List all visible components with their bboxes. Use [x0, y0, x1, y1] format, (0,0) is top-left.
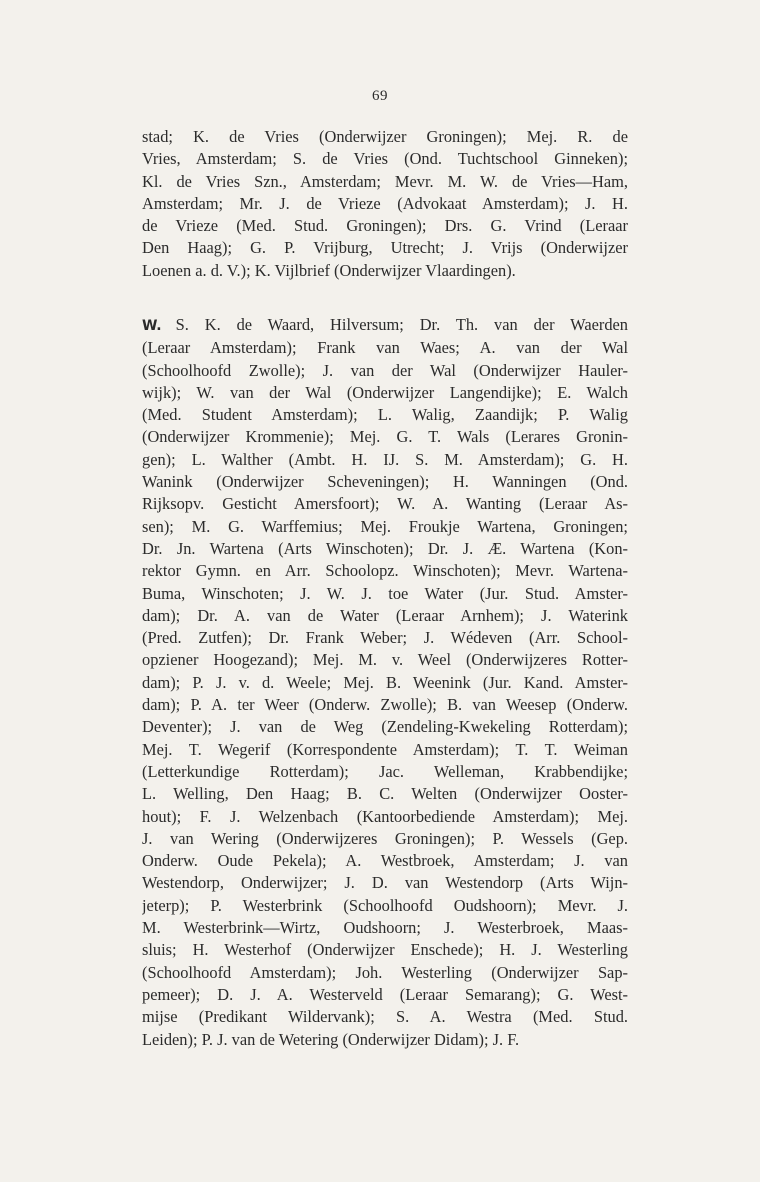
- text-line: Vries, Amsterdam; S. de Vries (Ond. Tuchtschool Ginneken);: [142, 149, 628, 169]
- text-line: M. Westerbrink—Wirtz, Oudshoorn; J. Westerbroek, Maas-: [142, 918, 628, 938]
- text-line: dam); P. A. ter Weer (Onderw. Zwolle); B. van Weesep (Onderw.: [142, 695, 628, 715]
- text-line: Loenen a. d. V.); K. Vijlbrief (Onderwijzer Vlaardingen).: [142, 260, 516, 280]
- text-line: Rijksopv. Gesticht Amersfoort); W. A. Wanting (Leraar As-: [142, 494, 628, 514]
- text-line: (Med. Student Amsterdam); L. Walig, Zaandijk; P. Walig: [142, 405, 628, 425]
- text-line: (Letterkundige Rotterdam); Jac. Welleman, Krabbendijke;: [142, 761, 628, 781]
- text-line: de Vrieze (Med. Stud. Groningen); Drs. G. Vrind (Leraar: [142, 216, 628, 236]
- text-line: Buma, Winschoten; J. W. J. toe Water (Jur. Stud. Amster-: [142, 583, 628, 603]
- text-line: J. van Wering (Onderwijzeres Groningen); P. Wessels (Gep.: [142, 828, 628, 848]
- page-number: 69: [372, 88, 388, 104]
- entries-v-continued: [142, 126, 628, 282]
- text-line: mijse (Predikant Wildervank); S. A. Westra (Med. Stud.: [142, 1007, 628, 1027]
- text-line: (Onderwijzer Krommenie); Mej. G. T. Wals (Lerares Gronin-: [142, 427, 628, 447]
- text-line: wijk); W. van der Wal (Onderwijzer Langendijke); E. Walch: [142, 382, 628, 402]
- text-line: hout); F. J. Welzenbach (Kantoorbediende Amsterdam); Mej.: [142, 806, 628, 826]
- entries-w: [142, 314, 628, 1051]
- text-line: gen); L. Walther (Ambt. H. IJ. S. M. Amsterdam); G. H.: [142, 449, 628, 469]
- text-line: sen); M. G. Warffemius; Mej. Froukje Wartena, Groningen;: [142, 516, 628, 536]
- text-line: Westendorp, Onderwijzer; J. D. van Westendorp (Arts Wijn-: [142, 873, 628, 893]
- first-line-text: S. K. de Waard, Hilversum; Dr. Th. van der Waerden: [175, 315, 628, 334]
- text-line: L. Welling, Den Haag; B. C. Welten (Onderwijzer Ooster-: [142, 784, 628, 804]
- text-line: (Schoolhoofd Zwolle); J. van der Wal (Onderwijzer Hauler-: [142, 360, 628, 380]
- text-line: (Pred. Zutfen); Dr. Frank Weber; J. Wédeven (Arr. School-: [142, 628, 628, 648]
- text-line: Wanink (Onderwijzer Scheveningen); H. Wanningen (Ond.: [142, 472, 628, 492]
- text-line: dam); P. J. v. d. Weele; Mej. B. Weenink (Jur. Kand. Amster-: [142, 672, 628, 692]
- text-line: rektor Gymn. en Arr. Schoolopz. Winschoten); Mevr. Wartena-: [142, 561, 628, 581]
- text-line: sluis; H. Westerhof (Onderwijzer Enschede); H. J. Westerling: [142, 940, 628, 960]
- text-line: jeterp); P. Westerbrink (Schoolhoofd Oudshoorn); Mevr. J.: [142, 895, 628, 915]
- text-line: (Leraar Amsterdam); Frank van Waes; A. van der Wal: [142, 338, 628, 358]
- text-line: Amsterdam; Mr. J. de Vrieze (Advokaat Amsterdam); J. H.: [142, 193, 628, 213]
- text-line: Leiden); P. J. van de Wetering (Onderwijzer Didam); J. F.: [142, 1029, 520, 1049]
- text-line: Den Haag); G. P. Vrijburg, Utrecht; J. Vrijs (Onderwijzer: [142, 238, 628, 258]
- text-line: Dr. Jn. Wartena (Arts Winschoten); Dr. J. Æ. Wartena (Kon-: [142, 538, 628, 558]
- text-line: pemeer); D. J. A. Westerveld (Leraar Semarang); G. West-: [142, 984, 628, 1004]
- text-line: opziener Hoogezand); Mej. M. v. Weel (Onderwijzeres Rotter-: [142, 650, 628, 670]
- text-line: Onderw. Oude Pekela); A. Westbroek, Amsterdam; J. van: [142, 851, 628, 871]
- text-line: (Schoolhoofd Amsterdam); Joh. Westerling (Onderwijzer Sap-: [142, 962, 628, 982]
- text-line: Mej. T. Wegerif (Korrespondente Amsterdam); T. T. Weiman: [142, 739, 628, 759]
- text-line: stad; K. de Vries (Onderwijzer Groningen); Mej. R. de: [142, 127, 628, 146]
- text-line: dam); Dr. A. van de Water (Leraar Arnhem); J. Waterink: [142, 605, 628, 625]
- text-line-first: [142, 314, 628, 337]
- text-line: Deventer); J. van de Weg (Zendeling-Kwekeling Rotterdam);: [142, 717, 628, 737]
- section-letter: W.: [142, 318, 162, 334]
- text-line: Kl. de Vries Szn., Amsterdam; Mevr. M. W. de Vries—Ham,: [142, 171, 628, 191]
